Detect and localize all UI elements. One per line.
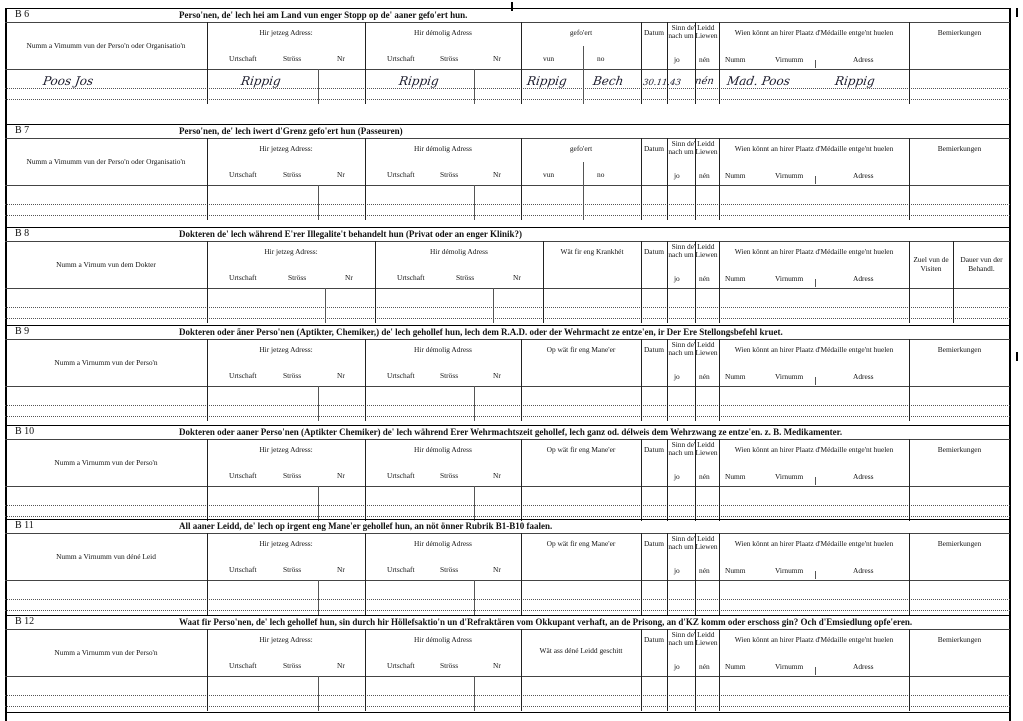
section-code: B 10 [15, 426, 35, 437]
header-bottom-rule [5, 676, 1010, 677]
to-label: no [597, 170, 605, 179]
handwritten-locality: Rippig [240, 74, 282, 88]
former-address-locality-label: Urtschaft [387, 371, 415, 380]
no-label: nén [699, 472, 710, 481]
former-address-number-label: Nr [493, 371, 501, 380]
former-address-street-label: Ströss [440, 661, 459, 670]
medal-column-header: Wien könnt an hirer Plaatz d'Médaille entge'nt huelen [734, 144, 894, 153]
from-label: vun [543, 170, 555, 179]
current-address-number-label: Nr [337, 54, 345, 63]
section-title: Waat fir Perso'nen, de' lech gehollef hun, sin durch hir Höllefsaktio'n un d'Refraktären vom Okkupant verhaft, an de Prisong, an d'KZ komm oder erschoss gin? Och d'Emsiedlung opfe'eren. [179, 617, 913, 627]
handwritten-to: Bech [592, 74, 625, 88]
medal-name-label: Numm [725, 55, 746, 64]
remarks-column-header: Bemierkungen [937, 445, 982, 454]
sub-divider [318, 486, 319, 521]
name-column-header: Numm a Virnumm vun der Perso'n [54, 358, 158, 367]
header-bottom-rule [5, 69, 1010, 70]
handwritten-name: Poos Jos [42, 74, 95, 88]
section-code: B 6 [15, 9, 30, 20]
current-address-street-label: Ströss [283, 371, 302, 380]
section-code: B 12 [15, 616, 35, 627]
mid-column-header: Op wät fir eng Mane'er [546, 539, 616, 548]
section-b7 [5, 124, 1010, 220]
sub-divider [474, 676, 475, 711]
current-address-header: Hir jetzeg Adress: [259, 345, 313, 354]
medal-address-label: Adress [853, 472, 874, 481]
remarks-column-header: Bemierkungen [937, 345, 982, 354]
date-column-header: Datum [643, 635, 665, 644]
current-address-street-label: Ströss [283, 565, 302, 574]
title-rule [5, 439, 1010, 440]
former-address-street-label: Ströss [440, 54, 459, 63]
former-address-header: Hir démolig Adress [414, 445, 472, 454]
former-address-locality-label: Urtschaft [387, 54, 415, 63]
mid-column-header: Wät ass déné Leidd geschitt [539, 646, 623, 655]
section-title: All aaner Leidd, de' lech op irgent eng Mane'er gehollef hun, an nöt önner Rubrik B1-B10 faalen. [179, 521, 553, 531]
entry-line [5, 405, 1010, 406]
sub-divider [325, 288, 326, 323]
alive-column-header: Sinn de' Leidd nach um Liewen [668, 242, 718, 260]
no-label: nén [699, 55, 710, 64]
header-bottom-rule [5, 288, 1010, 289]
yes-label: jo [674, 566, 680, 575]
date-column-header: Datum [643, 144, 665, 153]
current-address-number-label: Nr [345, 273, 353, 282]
current-address-locality-label: Urtschaft [229, 471, 257, 480]
medal-column-header: Wien könnt an hirer Plaatz d'Médaille entge'nt huelen [734, 247, 894, 256]
sub-divider [815, 377, 816, 385]
entry-line [5, 516, 1010, 517]
medal-column-header: Wien könnt an hirer Plaatz d'Médaille entge'nt huelen [734, 539, 894, 548]
former-address-number-label: Nr [493, 565, 501, 574]
section-top-rule [5, 615, 1010, 616]
column-divider [521, 629, 522, 711]
title-rule [5, 339, 1010, 340]
header-bottom-rule [5, 580, 1010, 581]
title-rule [5, 629, 1010, 630]
title-rule [5, 533, 1010, 534]
former-address-number-label: Nr [513, 273, 521, 282]
entry-line [5, 599, 1010, 600]
current-address-locality-label: Urtschaft [229, 661, 257, 670]
alive-column-header: Sinn de' Leidd nach um Liewen [668, 630, 718, 648]
sub-divider [318, 580, 319, 615]
entry-line [5, 99, 1010, 100]
medal-column-header: Wien könnt an hirer Plaatz d'Médaille entge'nt huelen [734, 445, 894, 454]
former-address-header: Hir démolig Adress [414, 539, 472, 548]
current-address-locality-label: Urtschaft [229, 273, 257, 282]
current-address-locality-label: Urtschaft [229, 54, 257, 63]
current-address-header: Hir jetzeg Adress: [259, 445, 313, 454]
title-rule [5, 241, 1010, 242]
current-address-number-label: Nr [337, 471, 345, 480]
sub-divider [815, 477, 816, 485]
section-title: Perso'nen, de' lech iwert d'Grenz gefo'ert hun (Passeuren) [179, 126, 403, 136]
section-b11 [5, 519, 1010, 615]
remarks-column-header: Bemierkungen [937, 539, 982, 548]
sub-divider [474, 185, 475, 220]
edge-tick-mark [1016, 352, 1018, 361]
name-column-header: Numm a Virnumm vun der Perso'n [54, 458, 158, 467]
medal-name-label: Numm [725, 662, 746, 671]
current-address-header: Hir jetzeg Adress: [259, 28, 313, 37]
entry-line [5, 416, 1010, 417]
entry-line [5, 215, 1010, 216]
section-code: B 9 [15, 326, 30, 337]
section-top-rule [5, 8, 1010, 9]
alive-column-header: Sinn de' Leidd nach um Liewen [668, 139, 718, 157]
former-address-number-label: Nr [493, 54, 501, 63]
medal-firstname-label: Virnumm [775, 662, 804, 671]
medal-address-label: Adress [853, 274, 874, 283]
section-code: B 8 [15, 228, 30, 239]
sub-divider [318, 386, 319, 421]
current-address-locality-label: Urtschaft [229, 371, 257, 380]
name-column-header: Numm a Vimumm vun der Perso'n oder Organisatio'n [26, 41, 186, 50]
sub-divider [815, 667, 816, 675]
section-top-rule [5, 227, 1010, 228]
date-column-header: Datum [643, 345, 665, 354]
former-address-number-label: Nr [493, 170, 501, 179]
date-column-header: Datum [643, 539, 665, 548]
former-address-locality-label: Urtschaft [397, 273, 425, 282]
sub-divider [815, 176, 816, 184]
handwritten-medal-address: Rippig [834, 74, 876, 88]
former-address-header: Hir démolig Adress [414, 144, 472, 153]
medal-name-label: Numm [725, 171, 746, 180]
medal-firstname-label: Virnumm [775, 274, 804, 283]
duration-column-header: Dauer vun der Behandl. [960, 255, 1003, 273]
section-top-rule [5, 425, 1010, 426]
entry-line [5, 88, 1010, 89]
current-address-street-label: Ströss [283, 471, 302, 480]
medal-address-label: Adress [853, 171, 874, 180]
medal-address-label: Adress [853, 372, 874, 381]
sub-divider [815, 60, 816, 68]
yes-label: jo [674, 372, 680, 381]
entry-line [5, 610, 1010, 611]
medal-firstname-label: Virnumm [775, 472, 804, 481]
handwritten-medal-name: Mad. Poos [726, 74, 791, 88]
edge-tick-mark [1016, 8, 1018, 17]
section-code: B 11 [15, 520, 34, 531]
medal-address-label: Adress [853, 662, 874, 671]
current-address-street-label: Ströss [283, 54, 302, 63]
title-rule [5, 138, 1010, 139]
medal-address-label: Adress [853, 566, 874, 575]
no-label: nén [699, 171, 710, 180]
mid-column-header: Op wät fir eng Mane'er [546, 345, 616, 354]
former-address-locality-label: Urtschaft [387, 170, 415, 179]
header-bottom-rule [5, 486, 1010, 487]
former-address-locality-label: Urtschaft [387, 661, 415, 670]
medal-firstname-label: Virnumm [775, 566, 804, 575]
medal-column-header: Wien könnt an hirer Plaatz d'Médaille entge'nt huelen [734, 635, 894, 644]
section-b10 [5, 425, 1010, 521]
former-address-street-label: Ströss [440, 471, 459, 480]
sub-divider [318, 185, 319, 220]
former-address-number-label: Nr [493, 661, 501, 670]
former-address-header: Hir démolig Adress [414, 635, 472, 644]
yes-label: jo [674, 662, 680, 671]
remarks-column-header: Bemierkungen [937, 144, 982, 153]
former-address-street-label: Ströss [440, 170, 459, 179]
current-address-street-label: Ströss [283, 661, 302, 670]
section-b6 [5, 8, 1010, 104]
mid-column-header: gefo'ert [569, 144, 593, 153]
from-label: vun [543, 54, 555, 63]
medal-column-header: Wien könnt an hirer Plaatz d'Médaille entge'nt huelen [734, 345, 894, 354]
mid-column-header: Op wät fir eng Mane'er [546, 445, 616, 454]
header-bottom-rule [5, 185, 1010, 186]
medal-name-label: Numm [725, 274, 746, 283]
medal-firstname-label: Virnumm [775, 171, 804, 180]
former-address-street-label: Ströss [456, 273, 475, 282]
sub-divider [474, 386, 475, 421]
name-column-header: Numm a Vimumm vun der Perso'n oder Organisatio'n [26, 157, 186, 166]
former-address-number-label: Nr [493, 471, 501, 480]
column-divider [909, 241, 910, 323]
medal-name-label: Numm [725, 372, 746, 381]
header-bottom-rule [5, 386, 1010, 387]
medal-address-label: Adress [853, 55, 874, 64]
former-address-header: Hir démolig Adress [414, 28, 472, 37]
no-label: nén [699, 662, 710, 671]
current-address-number-label: Nr [337, 661, 345, 670]
medal-firstname-label: Virnumm [775, 55, 804, 64]
entry-line [5, 318, 1010, 319]
section-title: Dokteren oder aaner Perso'nen (Aptikter Chemiker) de' lech während Erer Wehrmachtszeit gehollef, lech ganz od. délweis dem Wehrzwang ze entze'en. z. B. Medikamenter. [179, 427, 843, 437]
section-title: Dokteren oder ãner Perso'nen (Aptikter, Chemiker,) de' lech gehollef hun, lech dem R.A.D. oder der Wehrmacht ze entze'en, ir Der Ere Stellongsbefehl kruet. [179, 327, 783, 337]
name-column-header: Numm a Virnumm vun déné Leid [56, 552, 156, 561]
section-b9 [5, 325, 1010, 421]
date-column-header: Datum [643, 247, 665, 256]
sub-divider [318, 69, 319, 104]
former-address-header: Hir démolig Adress [414, 345, 472, 354]
former-address-street-label: Ströss [440, 565, 459, 574]
entry-line [5, 307, 1010, 308]
sub-divider [583, 162, 584, 220]
former-address-street-label: Ströss [440, 371, 459, 380]
alive-column-header: Sinn de' Leidd nach um Liewen [668, 340, 718, 358]
section-top-rule [5, 519, 1010, 520]
mid-column-header: Wät fir eng Krankhét [560, 247, 624, 256]
mid-column-header: gefo'ert [569, 28, 593, 37]
entry-line [5, 204, 1010, 205]
yes-label: jo [674, 55, 680, 64]
no-label: nén [699, 566, 710, 575]
sub-divider [583, 46, 584, 104]
entry-line [5, 505, 1010, 506]
medal-firstname-label: Virnumm [775, 372, 804, 381]
current-address-header: Hir jetzeg Adress: [259, 144, 313, 153]
current-address-street-label: Ströss [283, 170, 302, 179]
yes-label: jo [674, 472, 680, 481]
handwritten-former-locality: Rippig [398, 74, 440, 88]
current-address-locality-label: Urtschaft [229, 565, 257, 574]
entry-line [5, 695, 1010, 696]
former-address-locality-label: Urtschaft [387, 565, 415, 574]
name-column-header: Numm a Virnumm vun der Perso'n [54, 648, 158, 657]
current-address-header: Hir jetzeg Adress: [259, 635, 313, 644]
visits-column-header: Zuel vun de Visiten [913, 255, 949, 273]
section-top-rule [5, 325, 1010, 326]
section-top-rule [5, 124, 1010, 125]
medal-column-header: Wien könnt an hirer Plaatz d'Médaille entge'nt huelen [734, 28, 894, 37]
handwritten-date: 30.11.43 [642, 78, 682, 88]
title-rule [5, 22, 1010, 23]
current-address-locality-label: Urtschaft [229, 170, 257, 179]
name-column-header: Numm a Virnum vun dem Dokter [56, 260, 156, 269]
sub-divider [493, 288, 494, 323]
to-label: no [597, 54, 605, 63]
date-column-header: Datum [643, 28, 665, 37]
column-divider [953, 241, 954, 323]
handwritten-alive: nén [694, 76, 715, 87]
section-title: Perso'nen, de' lech hei am Land vun enger Stopp op de' aaner gefo'ert hun. [179, 10, 468, 20]
entry-line [5, 706, 1010, 707]
current-address-number-label: Nr [337, 565, 345, 574]
current-address-street-label: Ströss [288, 273, 307, 282]
sub-divider [815, 279, 816, 287]
section-b12 [5, 615, 1010, 711]
sub-divider [474, 486, 475, 521]
current-address-number-label: Nr [337, 170, 345, 179]
sub-divider [474, 580, 475, 615]
sub-divider [815, 571, 816, 579]
current-address-header: Hir jetzeg Adress: [259, 539, 313, 548]
remarks-column-header: Bemierkungen [937, 635, 982, 644]
former-address-locality-label: Urtschaft [387, 471, 415, 480]
yes-label: jo [674, 274, 680, 283]
former-address-header: Hir démolig Adress [430, 247, 488, 256]
yes-label: jo [674, 171, 680, 180]
page-bottom-rule [5, 712, 1010, 713]
sub-divider [474, 69, 475, 104]
section-b8 [5, 227, 1010, 323]
medal-name-label: Numm [725, 472, 746, 481]
handwritten-from: Rippig [526, 74, 568, 88]
alive-column-header: Sinn de' Leidd nach um Liewen [668, 440, 718, 458]
sub-divider [318, 676, 319, 711]
alive-column-header: Sinn de' Leidd nach um Liewen [668, 23, 718, 41]
no-label: nén [699, 274, 710, 283]
current-address-header: Hir jetzeg Adress: [264, 247, 318, 256]
alive-column-header: Sinn de' Leidd nach um Liewen [668, 534, 718, 552]
section-code: B 7 [15, 125, 30, 136]
section-title: Dokteren de' lech während E'rer Illegalite't behandelt hun (Privat oder an enger Klinik?) [179, 229, 523, 239]
remarks-column-header: Bemierkungen [937, 28, 982, 37]
medal-name-label: Numm [725, 566, 746, 575]
date-column-header: Datum [643, 445, 665, 454]
current-address-number-label: Nr [337, 371, 345, 380]
no-label: nén [699, 372, 710, 381]
